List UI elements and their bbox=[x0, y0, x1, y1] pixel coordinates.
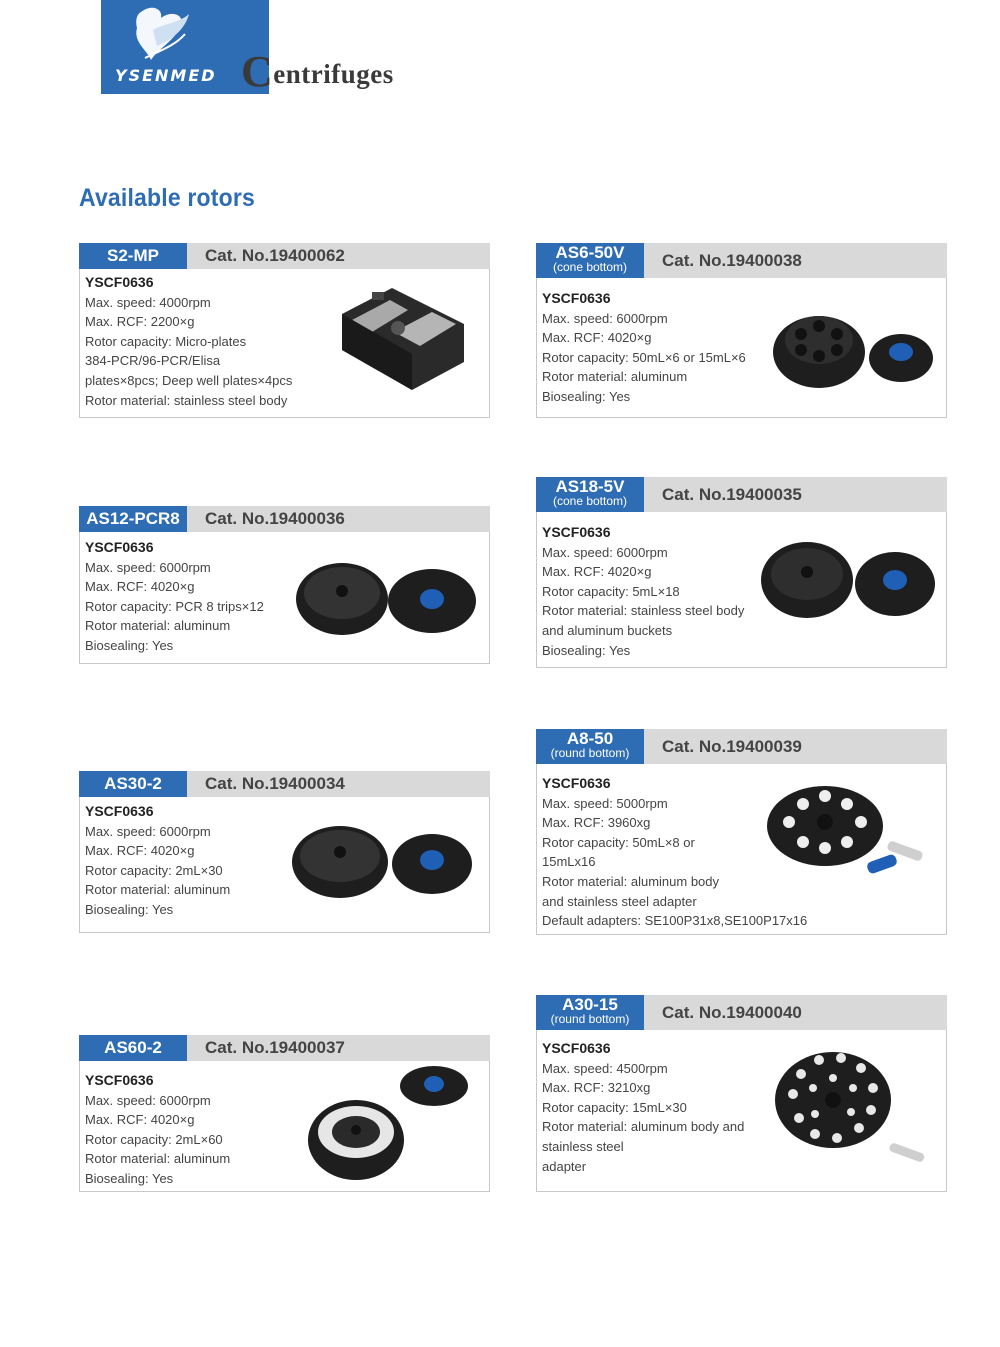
rotor-image bbox=[767, 784, 941, 886]
spec-line: Rotor capacity: 2mL×30 bbox=[85, 862, 223, 878]
model-label: S2-MP bbox=[79, 243, 187, 269]
rotor-card-as6-50v bbox=[536, 243, 947, 418]
card-header bbox=[79, 1035, 490, 1061]
spec-line: Rotor capacity: PCR 8 trips×12 bbox=[85, 598, 264, 614]
spec-line: Max. speed: 4000rpm bbox=[85, 294, 211, 310]
product-code: YSCF0636 bbox=[85, 1072, 154, 1088]
cat-number: Cat. No.19400038 bbox=[662, 251, 802, 270]
spec-line: Rotor capacity: 2mL×60 bbox=[85, 1131, 223, 1147]
spec-line: Max. speed: 5000rpm bbox=[542, 795, 668, 811]
section-title: Available rotors bbox=[79, 184, 255, 212]
rotor-card-a30-15 bbox=[536, 995, 947, 1192]
spec-list bbox=[542, 289, 746, 407]
spec-line: Rotor material: stainless steel body bbox=[542, 603, 745, 619]
cat-number: Cat. No.19400035 bbox=[662, 485, 802, 504]
card-header bbox=[79, 243, 490, 269]
rotor-image bbox=[294, 559, 480, 639]
spec-line: 15mLx16 bbox=[542, 854, 596, 870]
model-label: AS6-50V (cone bottom) bbox=[536, 243, 644, 278]
spec-line: Biosealing: Yes bbox=[542, 642, 631, 658]
spec-line: Max. RCF: 4020×g bbox=[85, 579, 195, 595]
rotor-card-as60-2 bbox=[79, 1035, 490, 1192]
cat-number: Cat. No.19400036 bbox=[205, 509, 345, 528]
spec-list bbox=[542, 1039, 744, 1176]
product-code: YSCF0636 bbox=[85, 274, 154, 290]
spec-line: Rotor material: stainless steel body bbox=[85, 392, 288, 408]
spec-list bbox=[85, 273, 292, 410]
spec-line: Rotor capacity: Micro-plates bbox=[85, 333, 247, 349]
cat-number: Cat. No.19400037 bbox=[205, 1038, 345, 1057]
model-label: AS12-PCR8 bbox=[79, 506, 187, 532]
spec-line: Max. speed: 6000rpm bbox=[85, 823, 211, 839]
rotor-card-a8-50 bbox=[536, 729, 947, 935]
spec-line: Rotor material: aluminum bbox=[542, 369, 688, 385]
page-title: Centrifuges bbox=[241, 47, 394, 96]
spec-line: Max. RCF: 2200×g bbox=[85, 314, 195, 330]
rotor-card-as30-2 bbox=[79, 771, 490, 933]
card-header bbox=[536, 477, 947, 512]
rotor-card-as18-5v bbox=[536, 477, 947, 668]
spec-line: Rotor capacity: 50mL×6 or 15mL×6 bbox=[542, 349, 746, 365]
spec-line: Biosealing: Yes bbox=[85, 637, 174, 653]
product-code: YSCF0636 bbox=[85, 539, 154, 555]
model-label: A8-50 (round bottom) bbox=[536, 729, 644, 764]
cat-number: Cat. No.19400039 bbox=[662, 737, 802, 756]
rotor-image bbox=[773, 1048, 929, 1172]
spec-list bbox=[85, 802, 230, 920]
card-header bbox=[536, 729, 947, 764]
spec-line: Rotor material: aluminum body and bbox=[542, 1119, 745, 1135]
spec-line: Rotor capacity: 5mL×18 bbox=[542, 583, 680, 599]
cat-number: Cat. No.19400040 bbox=[662, 1003, 802, 1022]
model-label: AS18-5V (cone bottom) bbox=[536, 477, 644, 512]
rotor-image bbox=[290, 822, 478, 902]
spec-line: Biosealing: Yes bbox=[542, 388, 631, 404]
rotor-card-s2-mp bbox=[79, 243, 490, 418]
product-code: YSCF0636 bbox=[542, 524, 611, 540]
spec-list bbox=[542, 523, 744, 660]
spec-line: Max. RCF: 4020×g bbox=[542, 564, 652, 580]
spec-line: Rotor material: aluminum bbox=[85, 1151, 231, 1167]
rotor-card-as12-pcr8 bbox=[79, 506, 490, 664]
product-code: YSCF0636 bbox=[85, 803, 154, 819]
spec-list bbox=[85, 538, 264, 656]
spec-line: Max. speed: 4500rpm bbox=[542, 1060, 668, 1076]
spec-line: 384-PCR/96-PCR/Elisa bbox=[85, 353, 221, 369]
spec-line: and aluminum buckets bbox=[542, 622, 673, 638]
spec-line: Max. RCF: 3210xg bbox=[542, 1080, 651, 1096]
card-header bbox=[536, 995, 947, 1030]
spec-line: plates×8pcs; Deep well plates×4pcs bbox=[85, 372, 293, 388]
rotor-image bbox=[759, 538, 939, 624]
spec-line: Rotor capacity: 15mL×30 bbox=[542, 1099, 687, 1115]
card-header bbox=[79, 506, 490, 532]
rotor-image bbox=[771, 306, 941, 392]
spec-line: Max. speed: 6000rpm bbox=[85, 1092, 211, 1108]
rotor-image bbox=[332, 284, 468, 394]
spec-list bbox=[85, 1071, 230, 1189]
spec-line: Max. RCF: 4020×g bbox=[542, 330, 652, 346]
rotor-image bbox=[306, 1066, 468, 1188]
spec-line: Max. speed: 6000rpm bbox=[542, 544, 668, 560]
spec-line: Biosealing: Yes bbox=[85, 1170, 174, 1186]
product-code: YSCF0636 bbox=[542, 290, 611, 306]
spec-line: and stainless steel adapter bbox=[542, 893, 697, 909]
card-header bbox=[79, 771, 490, 797]
model-label: A30-15 (round bottom) bbox=[536, 995, 644, 1030]
spec-line: Max. RCF: 4020×g bbox=[85, 1112, 195, 1128]
spec-line: adapter bbox=[542, 1158, 587, 1174]
product-code: YSCF0636 bbox=[542, 1040, 611, 1056]
spec-line: Max. speed: 6000rpm bbox=[542, 310, 668, 326]
model-label: AS30-2 bbox=[79, 771, 187, 797]
spec-line: stainless steel bbox=[542, 1138, 624, 1154]
product-code: YSCF0636 bbox=[542, 775, 611, 791]
cat-number: Cat. No.19400034 bbox=[205, 774, 345, 793]
spec-line: Rotor material: aluminum bbox=[85, 618, 231, 634]
spec-line: Max. RCF: 4020×g bbox=[85, 843, 195, 859]
spec-line: Biosealing: Yes bbox=[85, 901, 174, 917]
spec-line: Max. RCF: 3960xg bbox=[542, 815, 651, 831]
logo-wordmark: YSENMED bbox=[115, 66, 217, 85]
cat-number: Cat. No.19400062 bbox=[205, 246, 345, 265]
spec-line: Rotor material: aluminum bbox=[85, 882, 231, 898]
spec-line: Default adapters: SE100P31x8,SE100P17x16 bbox=[542, 913, 808, 929]
model-label: AS60-2 bbox=[79, 1035, 187, 1061]
spec-line: Rotor material: aluminum body bbox=[542, 873, 720, 889]
card-header bbox=[536, 243, 947, 278]
spec-line: Rotor capacity: 50mL×8 or bbox=[542, 834, 695, 850]
spec-line: Max. speed: 6000rpm bbox=[85, 559, 211, 575]
